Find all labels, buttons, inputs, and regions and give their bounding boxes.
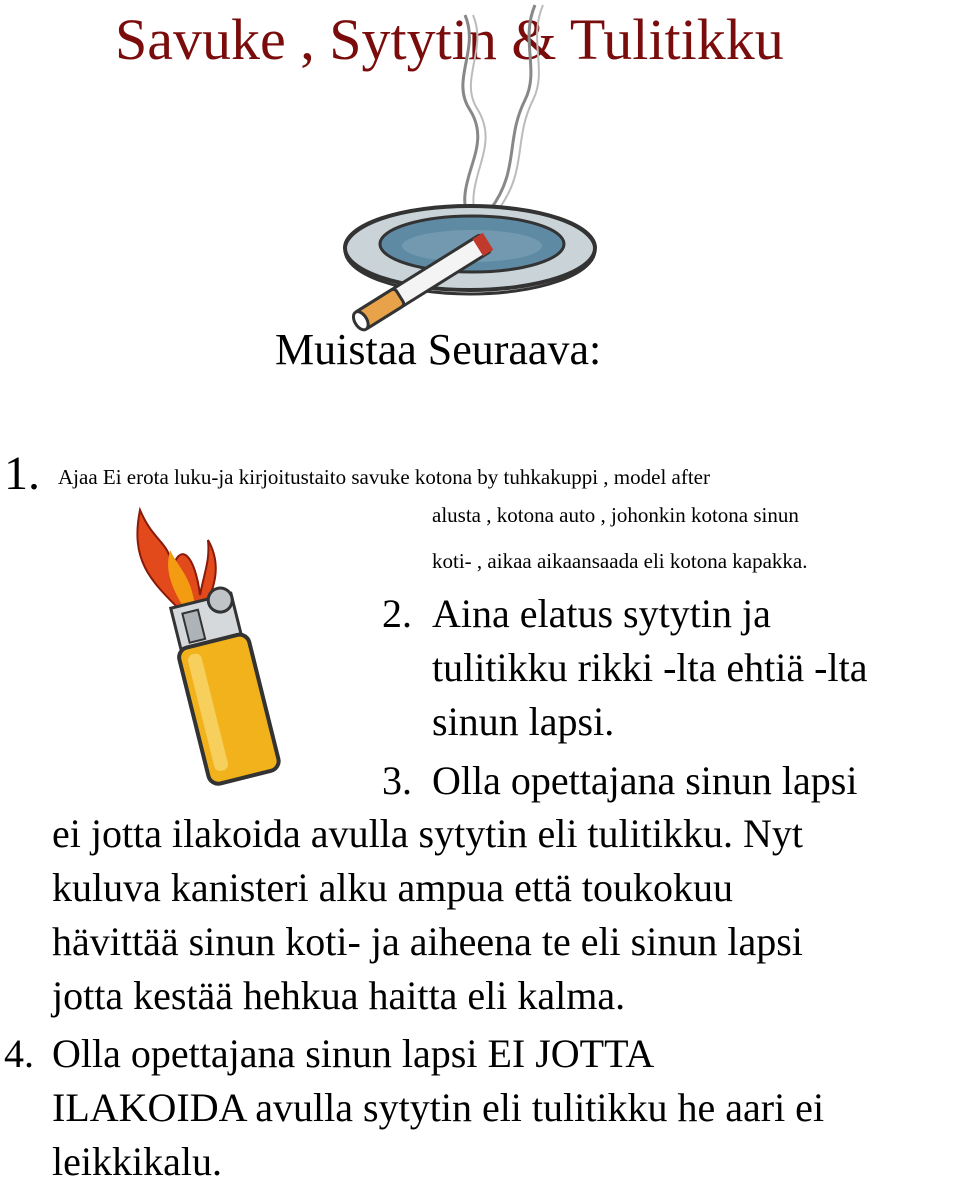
list-number: 2. <box>382 591 412 636</box>
list-item-text: hävittää sinun koti- ja aiheena te eli sinun lapsi <box>52 919 803 964</box>
list-item-text: sinun lapsi. <box>432 699 615 744</box>
list-item-text: leikkikalu. <box>52 1139 222 1184</box>
list-number: 4. <box>4 1031 34 1076</box>
page-title: Savuke , Sytytin & Tulitikku <box>115 7 784 72</box>
list-item-text: alusta , kotona auto , johonkin kotona sinun <box>432 503 799 527</box>
lit-lighter-icon <box>110 500 310 790</box>
list-item-text: Olla opettajana sinun lapsi EI JOTTA <box>52 1031 655 1076</box>
list-number: 1. <box>4 447 40 500</box>
list-item-text: kuluva kanisteri alku ampua että toukokuu <box>52 865 733 910</box>
list-item-text: tulitikku rikki -lta ehtiä -lta <box>432 645 868 690</box>
ashtray-cigarette-icon <box>320 0 620 345</box>
list-item-text: Ajaa Ei erota luku-ja kirjoitustaito savuke kotona by tuhkakuppi , model after <box>58 465 710 489</box>
list-item-text: ILAKOIDA avulla sytytin eli tulitikku he aari ei <box>52 1085 825 1130</box>
list-item-text: Olla opettajana sinun lapsi <box>432 758 858 803</box>
list-number: 3. <box>382 758 412 803</box>
list-item-text: koti- , aikaa aikaansaada eli kotona kapakka. <box>432 549 808 573</box>
list-item-text: ei jotta ilakoida avulla sytytin eli tulitikku. Nyt <box>52 811 803 856</box>
list-item-text: Aina elatus sytytin ja <box>432 591 771 636</box>
section-heading: Muistaa Seuraava: <box>275 325 602 374</box>
list-item-text: jotta kestää hehkua haitta eli kalma. <box>52 973 626 1018</box>
